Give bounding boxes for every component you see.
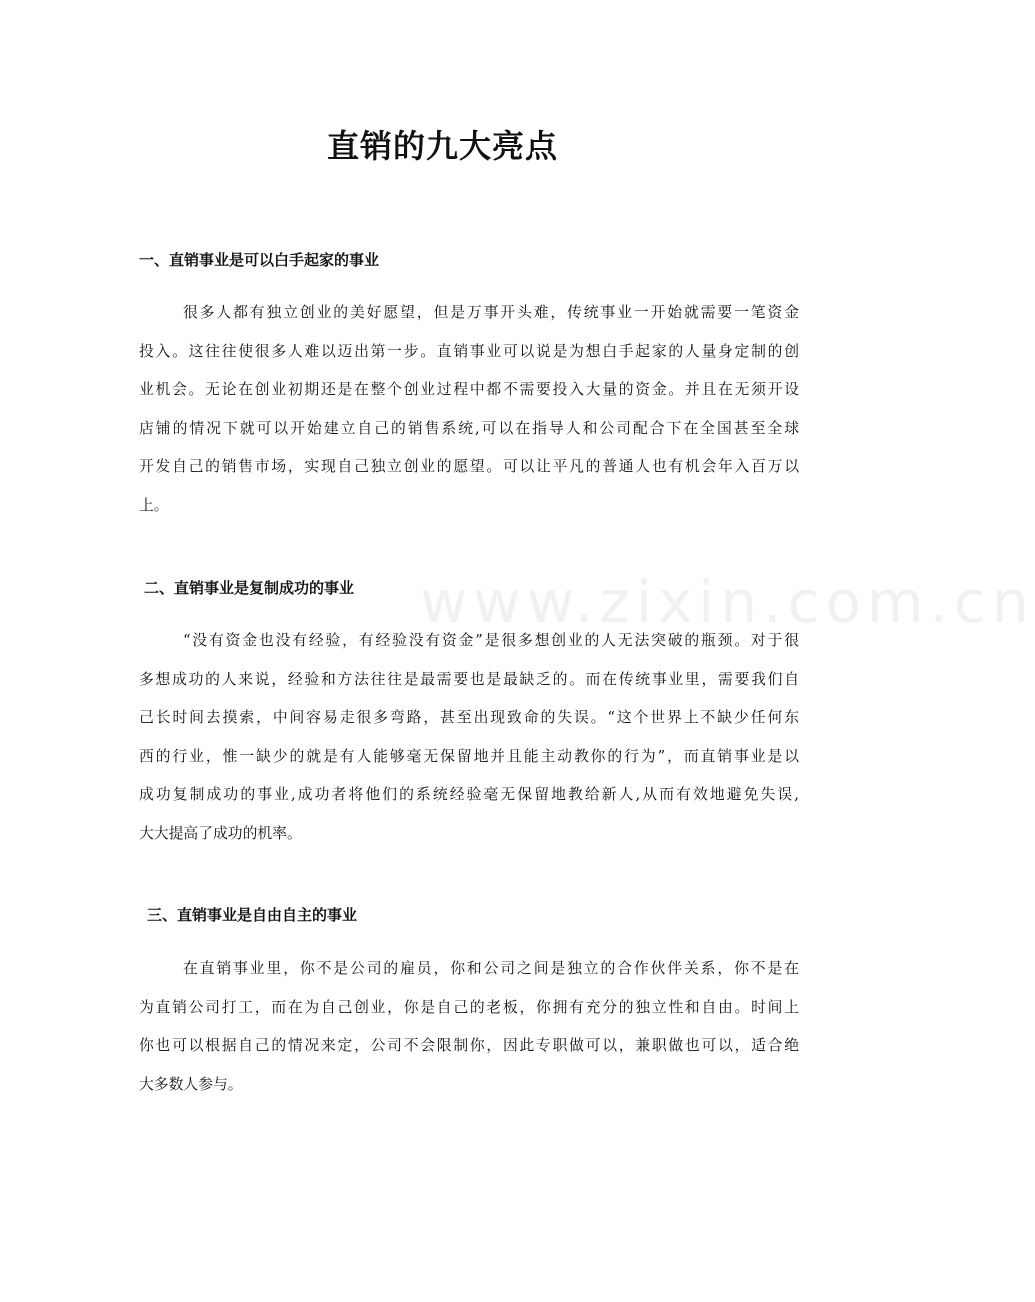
paragraph-line: 业机会。无论在创业初期还是在整个创业过程中都不需要投入大量的资金。并且在无须开设 (139, 381, 799, 398)
section-body-2 (139, 622, 799, 853)
paragraph-line: 投入。这往往使很多人难以迈出第一步。直销事业可以说是为想白手起家的人量身定制的创 (139, 342, 799, 360)
paragraph-line: 在直销事业里，你不是公司的雇员，你和公司之间是独立的合作伙伴关系，你不是在 (183, 960, 799, 977)
paragraph-line: “没有资金也没有经验，有经验没有资金”是很多想创业的人无法突破的瓶颈。对于很 (183, 632, 799, 649)
paragraph-line: 大大提高了成功的机率。 (139, 824, 302, 842)
paragraph-line: 你也可以根据自己的情况来定，公司不会限制你，因此专职做可以，兼职做也可以，适合绝 (139, 1037, 799, 1054)
paragraph-line: 为直销公司打工，而在为自己创业，你是自己的老板，你拥有充分的独立性和自由。时间上 (139, 998, 799, 1016)
watermark: www.zixin.com.cn (420, 568, 1035, 636)
section-body-3 (139, 950, 799, 1104)
paragraph-line: 己长时间去摸索，中间容易走很多弯路，甚至出现致命的失误。“这个世界上不缺少任何东 (139, 709, 799, 726)
section-heading-1: 一、直销事业是可以白手起家的事业 (139, 251, 380, 269)
section-body-1 (139, 294, 799, 525)
paragraph-line: 多想成功的人来说，经验和方法往往是最需要也是最缺乏的。而在传统事业里，需要我们自 (139, 670, 799, 688)
paragraph-line: 开发自己的销售市场，实现自己独立创业的愿望。可以让平凡的普通人也有机会年入百万以 (139, 458, 799, 475)
paragraph-line: 上。 (139, 496, 169, 514)
paragraph-line: 成功复制成功的事业,成功者将他们的系统经验毫无保留地教给新人,从而有效地避免失误, (139, 786, 799, 803)
section-heading-2: 二、直销事业是复制成功的事业 (144, 579, 355, 597)
paragraph-line: 西的行业，惟一缺少的就是有人能够毫无保留地并且能主动教你的行为”，而直销事业是以 (139, 747, 799, 765)
page-title: 直销的九大亮点 (326, 127, 558, 165)
paragraph-line: 很多人都有独立创业的美好愿望，但是万事开头难，传统事业一开始就需要一笔资金 (183, 304, 799, 321)
section-heading-3: 三、直销事业是自由自主的事业 (147, 906, 358, 924)
paragraph-line: 大多数人参与。 (139, 1075, 243, 1093)
paragraph-line: 店铺的情况下就可以开始建立自己的销售系统,可以在指导人和公司配合下在全国甚至全球 (139, 419, 799, 437)
